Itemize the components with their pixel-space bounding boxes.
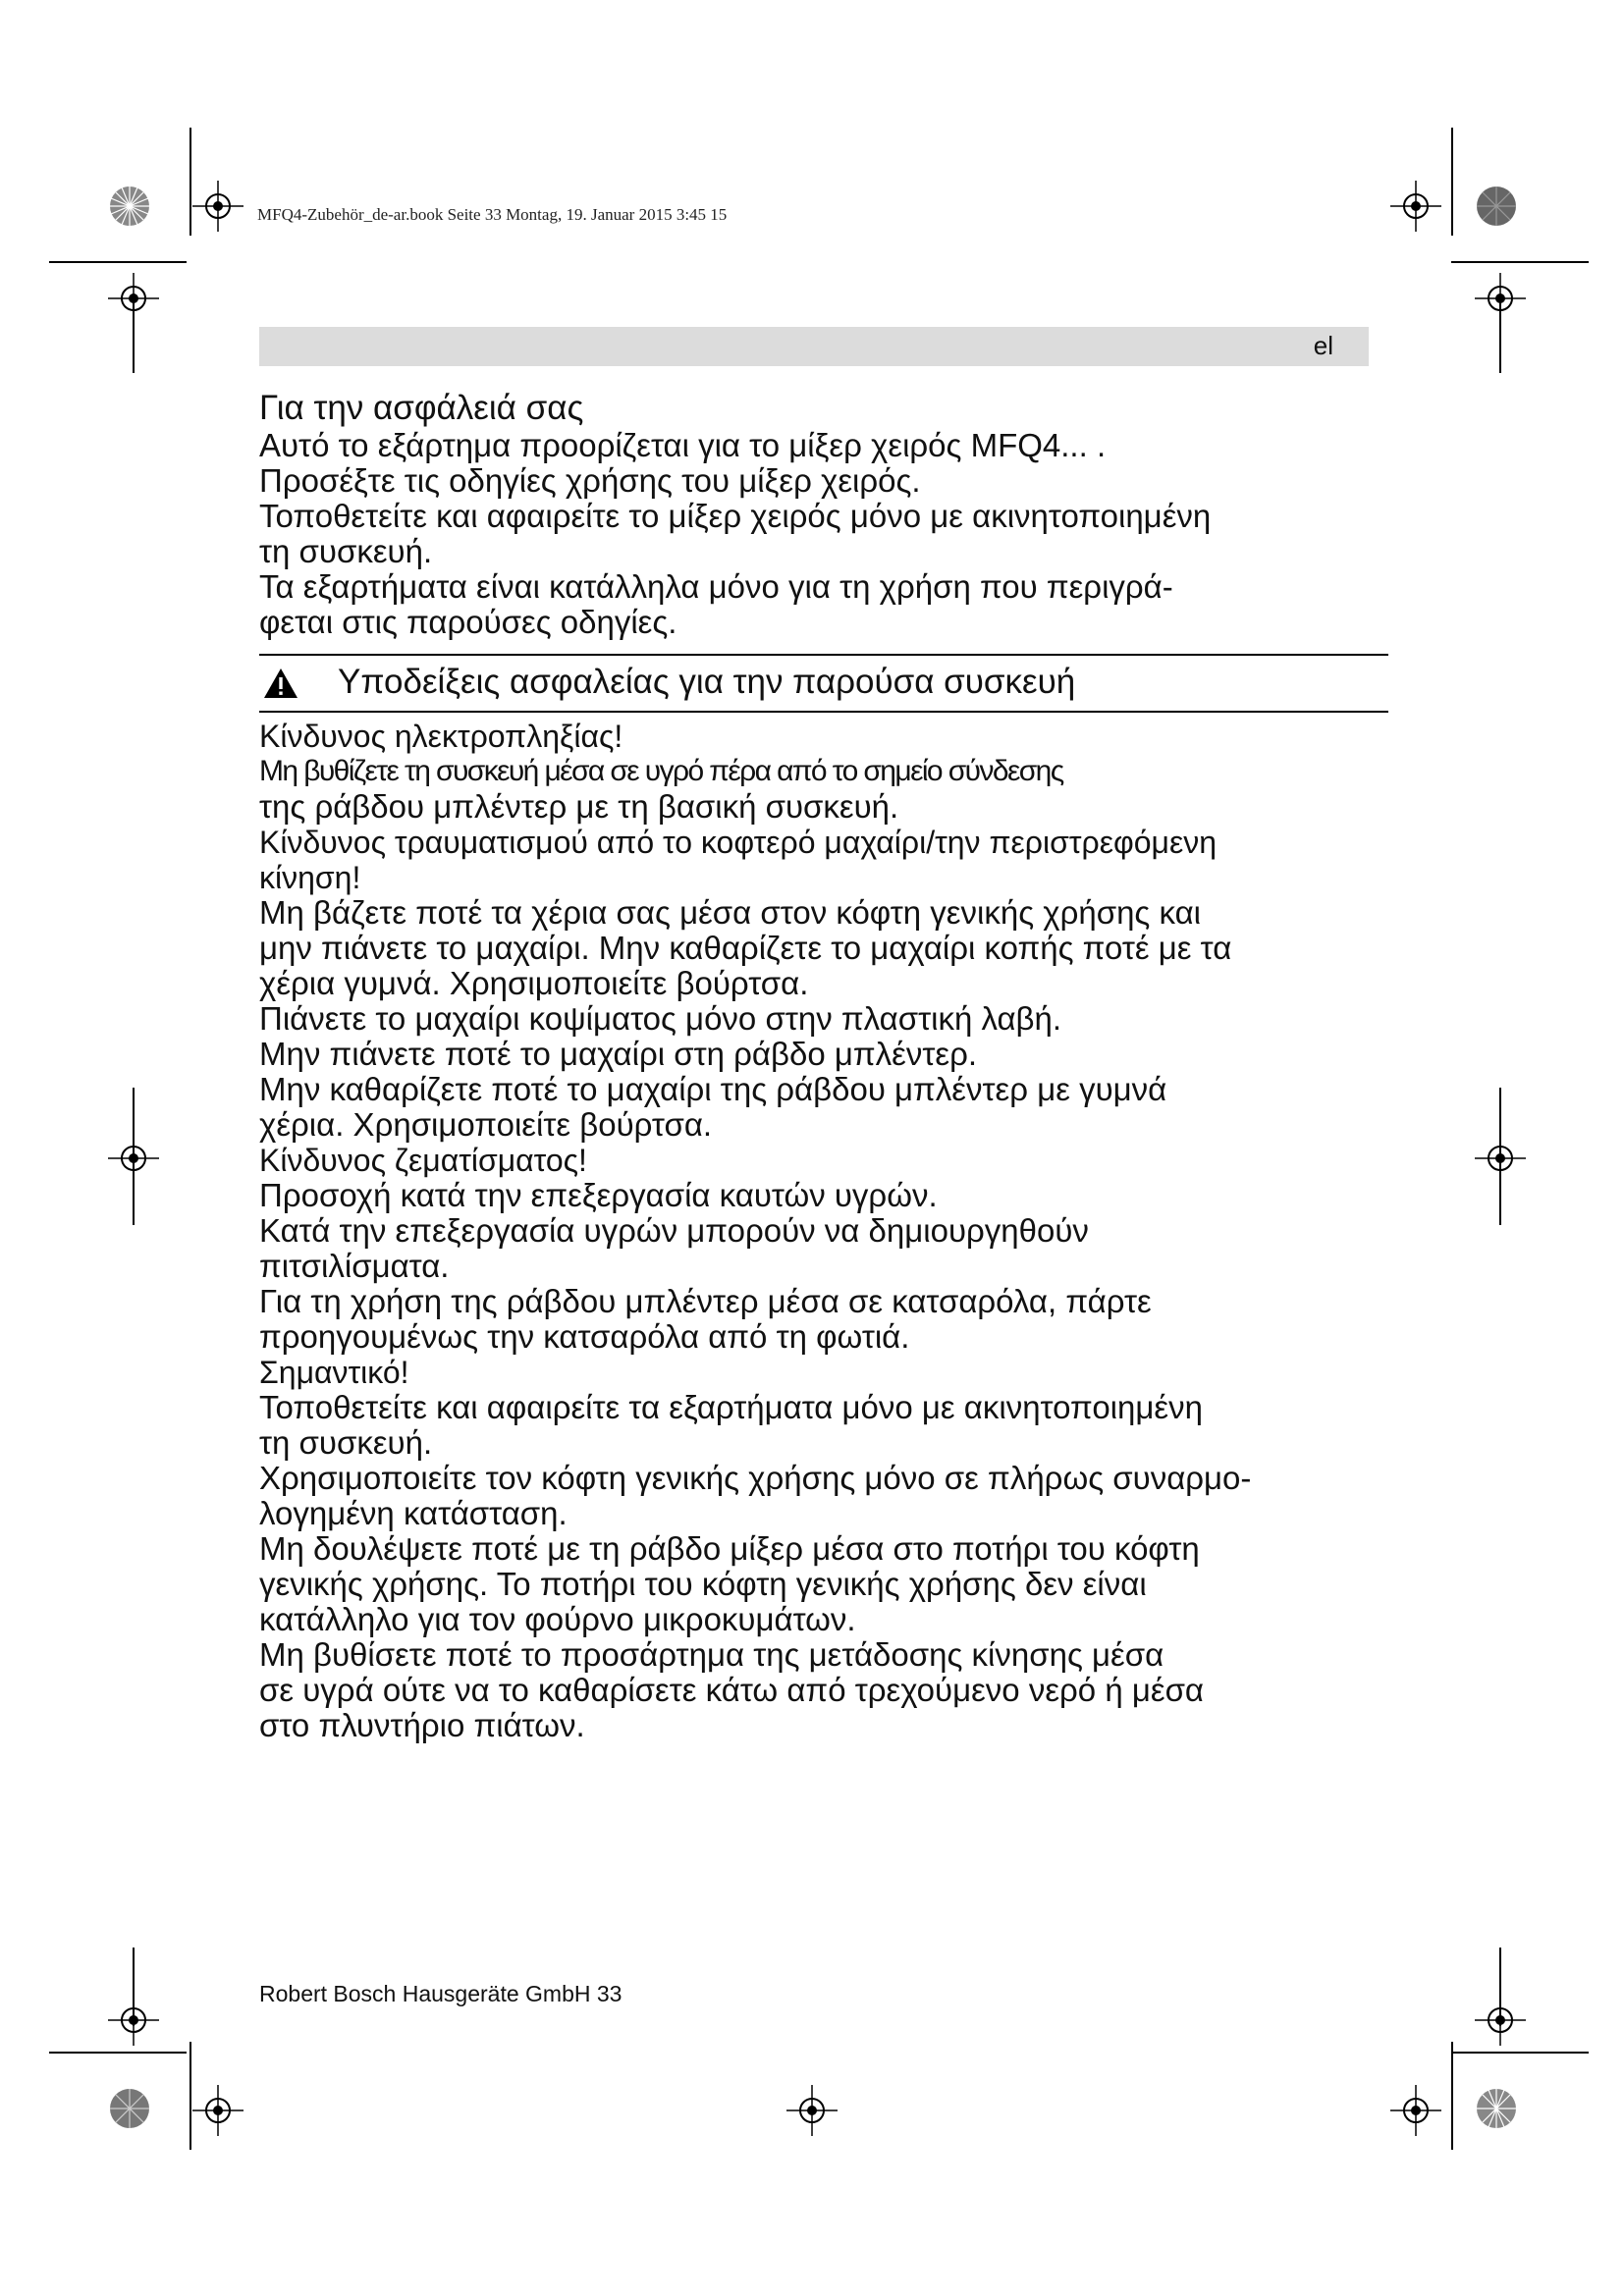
electric-shock-heading: Κίνδυνος ηλεκτροπληξίας! bbox=[259, 719, 623, 754]
page-content bbox=[259, 389, 1388, 1743]
warning-text: Κατά την επεξεργασία υγρών μπορούν να δημιουργηθούν πιτσιλίσματα. bbox=[259, 1212, 1089, 1284]
crop-line bbox=[1451, 261, 1589, 263]
language-bar bbox=[259, 327, 1369, 366]
crop-line bbox=[133, 1088, 135, 1225]
important-heading: Σημαντικό! bbox=[259, 1355, 409, 1390]
warning-text: Μην καθαρίζετε ποτέ το μαχαίρι της ράβδου μπλέντερ με γυμνά χέρια. Χρησιμοποιείτε βούρτσα. bbox=[259, 1071, 1167, 1143]
warning-text: Τοποθετείτε και αφαιρείτε τα εξαρτήματα μόνο με ακινητοποιημένη τη συσκευή. bbox=[259, 1389, 1203, 1461]
language-code: el bbox=[1313, 331, 1333, 360]
warning-text: Μη βυθίσετε ποτέ το προσάρτημα της μετάδοσης κίνησης μέσα σε υγρά ούτε να το καθαρίσετε κάτω από τρεχούμενο νερό ή μέσα στο πλυντήριο πιάτων. bbox=[259, 1636, 1205, 1743]
crop-line bbox=[133, 294, 135, 373]
crop-line bbox=[133, 1948, 135, 2026]
crop-line bbox=[1499, 1948, 1501, 2026]
section-title: Για την ασφάλειά σας bbox=[259, 389, 584, 427]
crop-line bbox=[49, 261, 187, 263]
slug-line: MFQ4-Zubehör_de-ar.book Seite 33 Montag, 19. Januar 2015 3:45 15 bbox=[257, 205, 728, 224]
intro-paragraph: Τα εξαρτήματα είναι κατάλληλα μόνο για τη χρήση που περιγρά- φεται στις παρούσες οδηγίες. bbox=[259, 568, 1173, 640]
warning-text: Χρησιμοποιείτε τον κόφτη γενικής χρήσης μόνο σε πλήρως συναρμο- λογημένη κατάσταση. bbox=[259, 1460, 1252, 1531]
warning-text: Μη βάζετε ποτέ τα χέρια σας μέσα στον κόφτη γενικής χρήσης και μην πιάνετε το μαχαίρι. Μην καθαρίζετε το μαχαίρι κοπής ποτέ με τα χέρια γυμνά. Χρησιμοποιείτε βούρτσα. bbox=[259, 894, 1232, 1001]
crop-line bbox=[1451, 128, 1453, 236]
crosshair-icon bbox=[1390, 181, 1441, 232]
crosshair-icon bbox=[786, 2085, 838, 2136]
intro-paragraph: Αυτό το εξάρτημα προορίζεται για το μίξερ χειρός MFQ4... . bbox=[259, 427, 1107, 463]
crop-line bbox=[1499, 294, 1501, 373]
warning-text: Μη δουλέψετε ποτέ με τη ράβδο μίξερ μέσα στο ποτήρι του κόφτη γενικής χρήσης. Το ποτήρι του κόφτη γενικής χρήσης δεν είναι κατάλληλο για τον φούρνο μικροκυμάτων. bbox=[259, 1530, 1200, 1637]
page-footer: Robert Bosch Hausgeräte GmbH 33 bbox=[259, 1981, 623, 2006]
crop-line bbox=[189, 128, 191, 236]
injury-heading: Κίνδυνος τραυματισμού από το κοφτερό μαχαίρι/την περιστρεφόμενη κίνηση! bbox=[259, 825, 1217, 895]
registration-wheel-icon bbox=[108, 2087, 151, 2130]
crosshair-icon bbox=[192, 181, 244, 232]
crop-line bbox=[189, 2042, 191, 2150]
registration-wheel-icon bbox=[1475, 185, 1518, 228]
registration-wheel-icon bbox=[108, 185, 151, 228]
crop-line bbox=[1451, 2052, 1589, 2054]
warning-text: Μην πιάνετε ποτέ το μαχαίρι στη ράβδο μπλέντερ. bbox=[259, 1036, 978, 1072]
warning-text: Για τη χρήση της ράβδου μπλέντερ μέσα σε κατσαρόλα, πάρτε προηγουμένως την κατσαρόλα από τη φωτιά. bbox=[259, 1283, 1152, 1355]
crop-line bbox=[1451, 2042, 1453, 2150]
crop-line bbox=[49, 2052, 187, 2054]
scald-heading: Κίνδυνος ζεματίσματος! bbox=[259, 1143, 587, 1178]
warning-text: Πιάνετε το μαχαίρι κοψίματος μόνο στην πλαστική λαβή. bbox=[259, 1000, 1062, 1037]
warning-header bbox=[259, 654, 1388, 713]
warning-title: Υποδείξεις ασφαλείας για την παρούσα συσκευή bbox=[338, 663, 1076, 701]
crosshair-icon bbox=[192, 2085, 244, 2136]
warning-text: της ράβδου μπλέντερ με τη βασική συσκευή. bbox=[259, 788, 899, 825]
intro-paragraph: Προσέξτε τις οδηγίες χρήσης του μίξερ χειρός. bbox=[259, 462, 921, 499]
warning-text: Μη βυθίζετε τη συσκευή μέσα σε υγρό πέρα από το σημείο σύνδεσης bbox=[259, 755, 1063, 787]
warning-text: Προσοχή κατά την επεξεργασία καυτών υγρών. bbox=[259, 1177, 938, 1213]
crosshair-icon bbox=[1390, 2085, 1441, 2136]
intro-paragraph: Τοποθετείτε και αφαιρείτε το μίξερ χειρός μόνο με ακινητοποιημένη τη συσκευή. bbox=[259, 498, 1212, 569]
warning-triangle-icon bbox=[263, 667, 298, 699]
registration-wheel-icon bbox=[1475, 2087, 1518, 2130]
crop-line bbox=[1499, 1088, 1501, 1225]
